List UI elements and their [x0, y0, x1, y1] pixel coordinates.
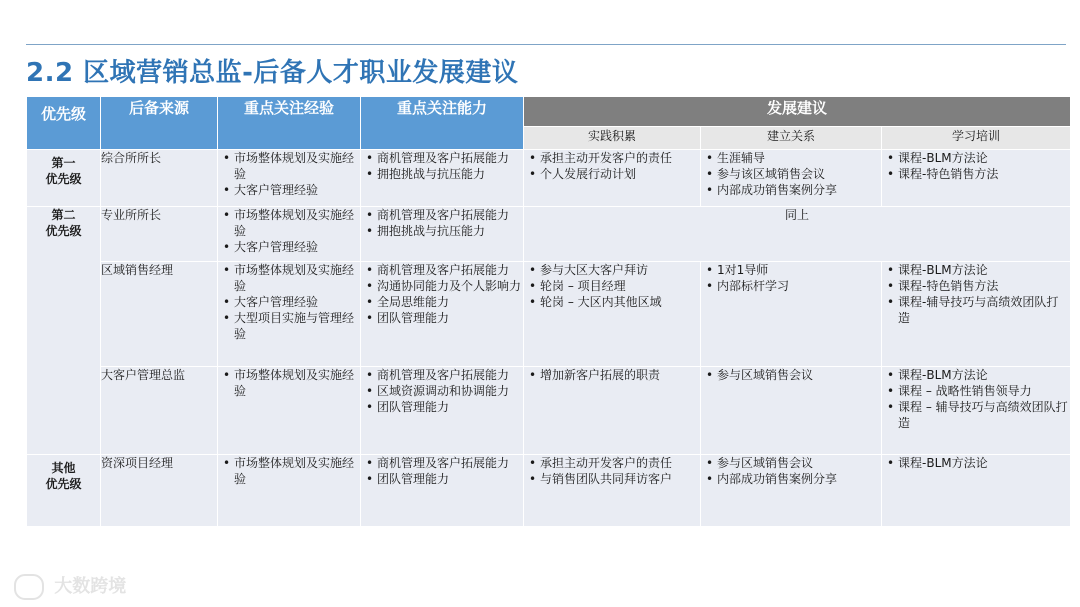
experience-list: • 市场整体规划及实施经验 • 大客户管理经验 • 大型项目实施与管理经验 [218, 262, 360, 342]
title-rule [26, 44, 1066, 45]
table-row [27, 207, 1071, 262]
source-cell: 大客户管理总监 [101, 367, 218, 455]
ability-list: • 商机管理及客户拓展能力 • 区域资源调动和协调能力 • 团队管理能力 [361, 367, 523, 415]
ability-list: • 商机管理及客户拓展能力 • 拥抱挑战与抗压能力 [361, 207, 523, 239]
ability-list: • 商机管理及客户拓展能力 • 沟通协同能力及个人影响力 • 全局思维能力 • 团队管理能力 [361, 262, 523, 326]
training-list: • 课程-BLM方法论 • 课程-特色销售方法 • 课程-辅导技巧与高绩效团队打造 [882, 262, 1070, 326]
relations-list: • 参与区域销售会议 [701, 367, 881, 383]
relations-list: • 1对1导师 • 内部标杆学习 [701, 262, 881, 294]
source-cell: 专业所所长 [101, 207, 218, 262]
ability-list: • 商机管理及客户拓展能力 • 拥抱挑战与抗压能力 [361, 150, 523, 182]
experience-list: • 市场整体规划及实施经验 [218, 455, 360, 487]
source-cell: 综合所所长 [101, 150, 218, 207]
header-relations: 建立关系 [701, 127, 882, 150]
priority-first: 第一 优先级 [27, 150, 101, 207]
ability-list: • 商机管理及客户拓展能力 • 团队管理能力 [361, 455, 523, 487]
experience-list: • 市场整体规划及实施经验 • 大客户管理经验 [218, 150, 360, 198]
practice-list: • 承担主动开发客户的责任 • 与销售团队共同拜访客户 [524, 455, 700, 487]
training-list: • 课程-BLM方法论 [882, 455, 1070, 471]
table-row [27, 262, 1071, 367]
source-cell: 资深项目经理 [101, 455, 218, 527]
practice-list: • 增加新客户拓展的职责 [524, 367, 700, 383]
experience-list: • 市场整体规划及实施经验 • 大客户管理经验 [218, 207, 360, 255]
training-list: • 课程-BLM方法论 • 课程-特色销售方法 [882, 150, 1070, 182]
training-list: • 课程-BLM方法论 • 课程 – 战略性销售领导力 • 课程 – 辅导技巧与高绩效团队打造 [882, 367, 1070, 431]
table-row [27, 150, 1071, 207]
source-cell: 区域销售经理 [101, 262, 218, 367]
logo-icon [14, 574, 44, 600]
priority-second: 第二 优先级 [27, 207, 101, 455]
watermark-text: 大数跨境 [54, 576, 127, 597]
header-training: 学习培训 [882, 127, 1071, 150]
header-experience: 重点关注经验 [218, 97, 361, 150]
header-practice: 实践积累 [524, 127, 701, 150]
practice-list: • 参与大区大客户拜访 • 轮岗 – 项目经理 • 轮岗 – 大区内其他区域 [524, 262, 700, 310]
relations-list: • 生涯辅导 • 参与该区域销售会议 • 内部成功销售案例分享 [701, 150, 881, 198]
priority-other: 其他 优先级 [27, 455, 101, 527]
watermark-logo [14, 572, 126, 600]
header-advice: 发展建议 [524, 97, 1071, 127]
header-ability: 重点关注能力 [361, 97, 524, 150]
practice-list: • 承担主动开发客户的责任 • 个人发展行动计划 [524, 150, 700, 182]
experience-list: • 市场整体规划及实施经验 [218, 367, 360, 399]
header-priority: 优先级 [27, 97, 101, 150]
header-source: 后备来源 [101, 97, 218, 150]
same-as-above: 同上 [524, 207, 1071, 262]
table-row [27, 367, 1071, 455]
relations-list: • 参与区域销售会议 • 内部成功销售案例分享 [701, 455, 881, 487]
table-row [27, 455, 1071, 527]
development-plan-table [26, 96, 1071, 527]
slide-title: 2.2 区域营销总监-后备人才职业发展建议 [26, 58, 519, 88]
